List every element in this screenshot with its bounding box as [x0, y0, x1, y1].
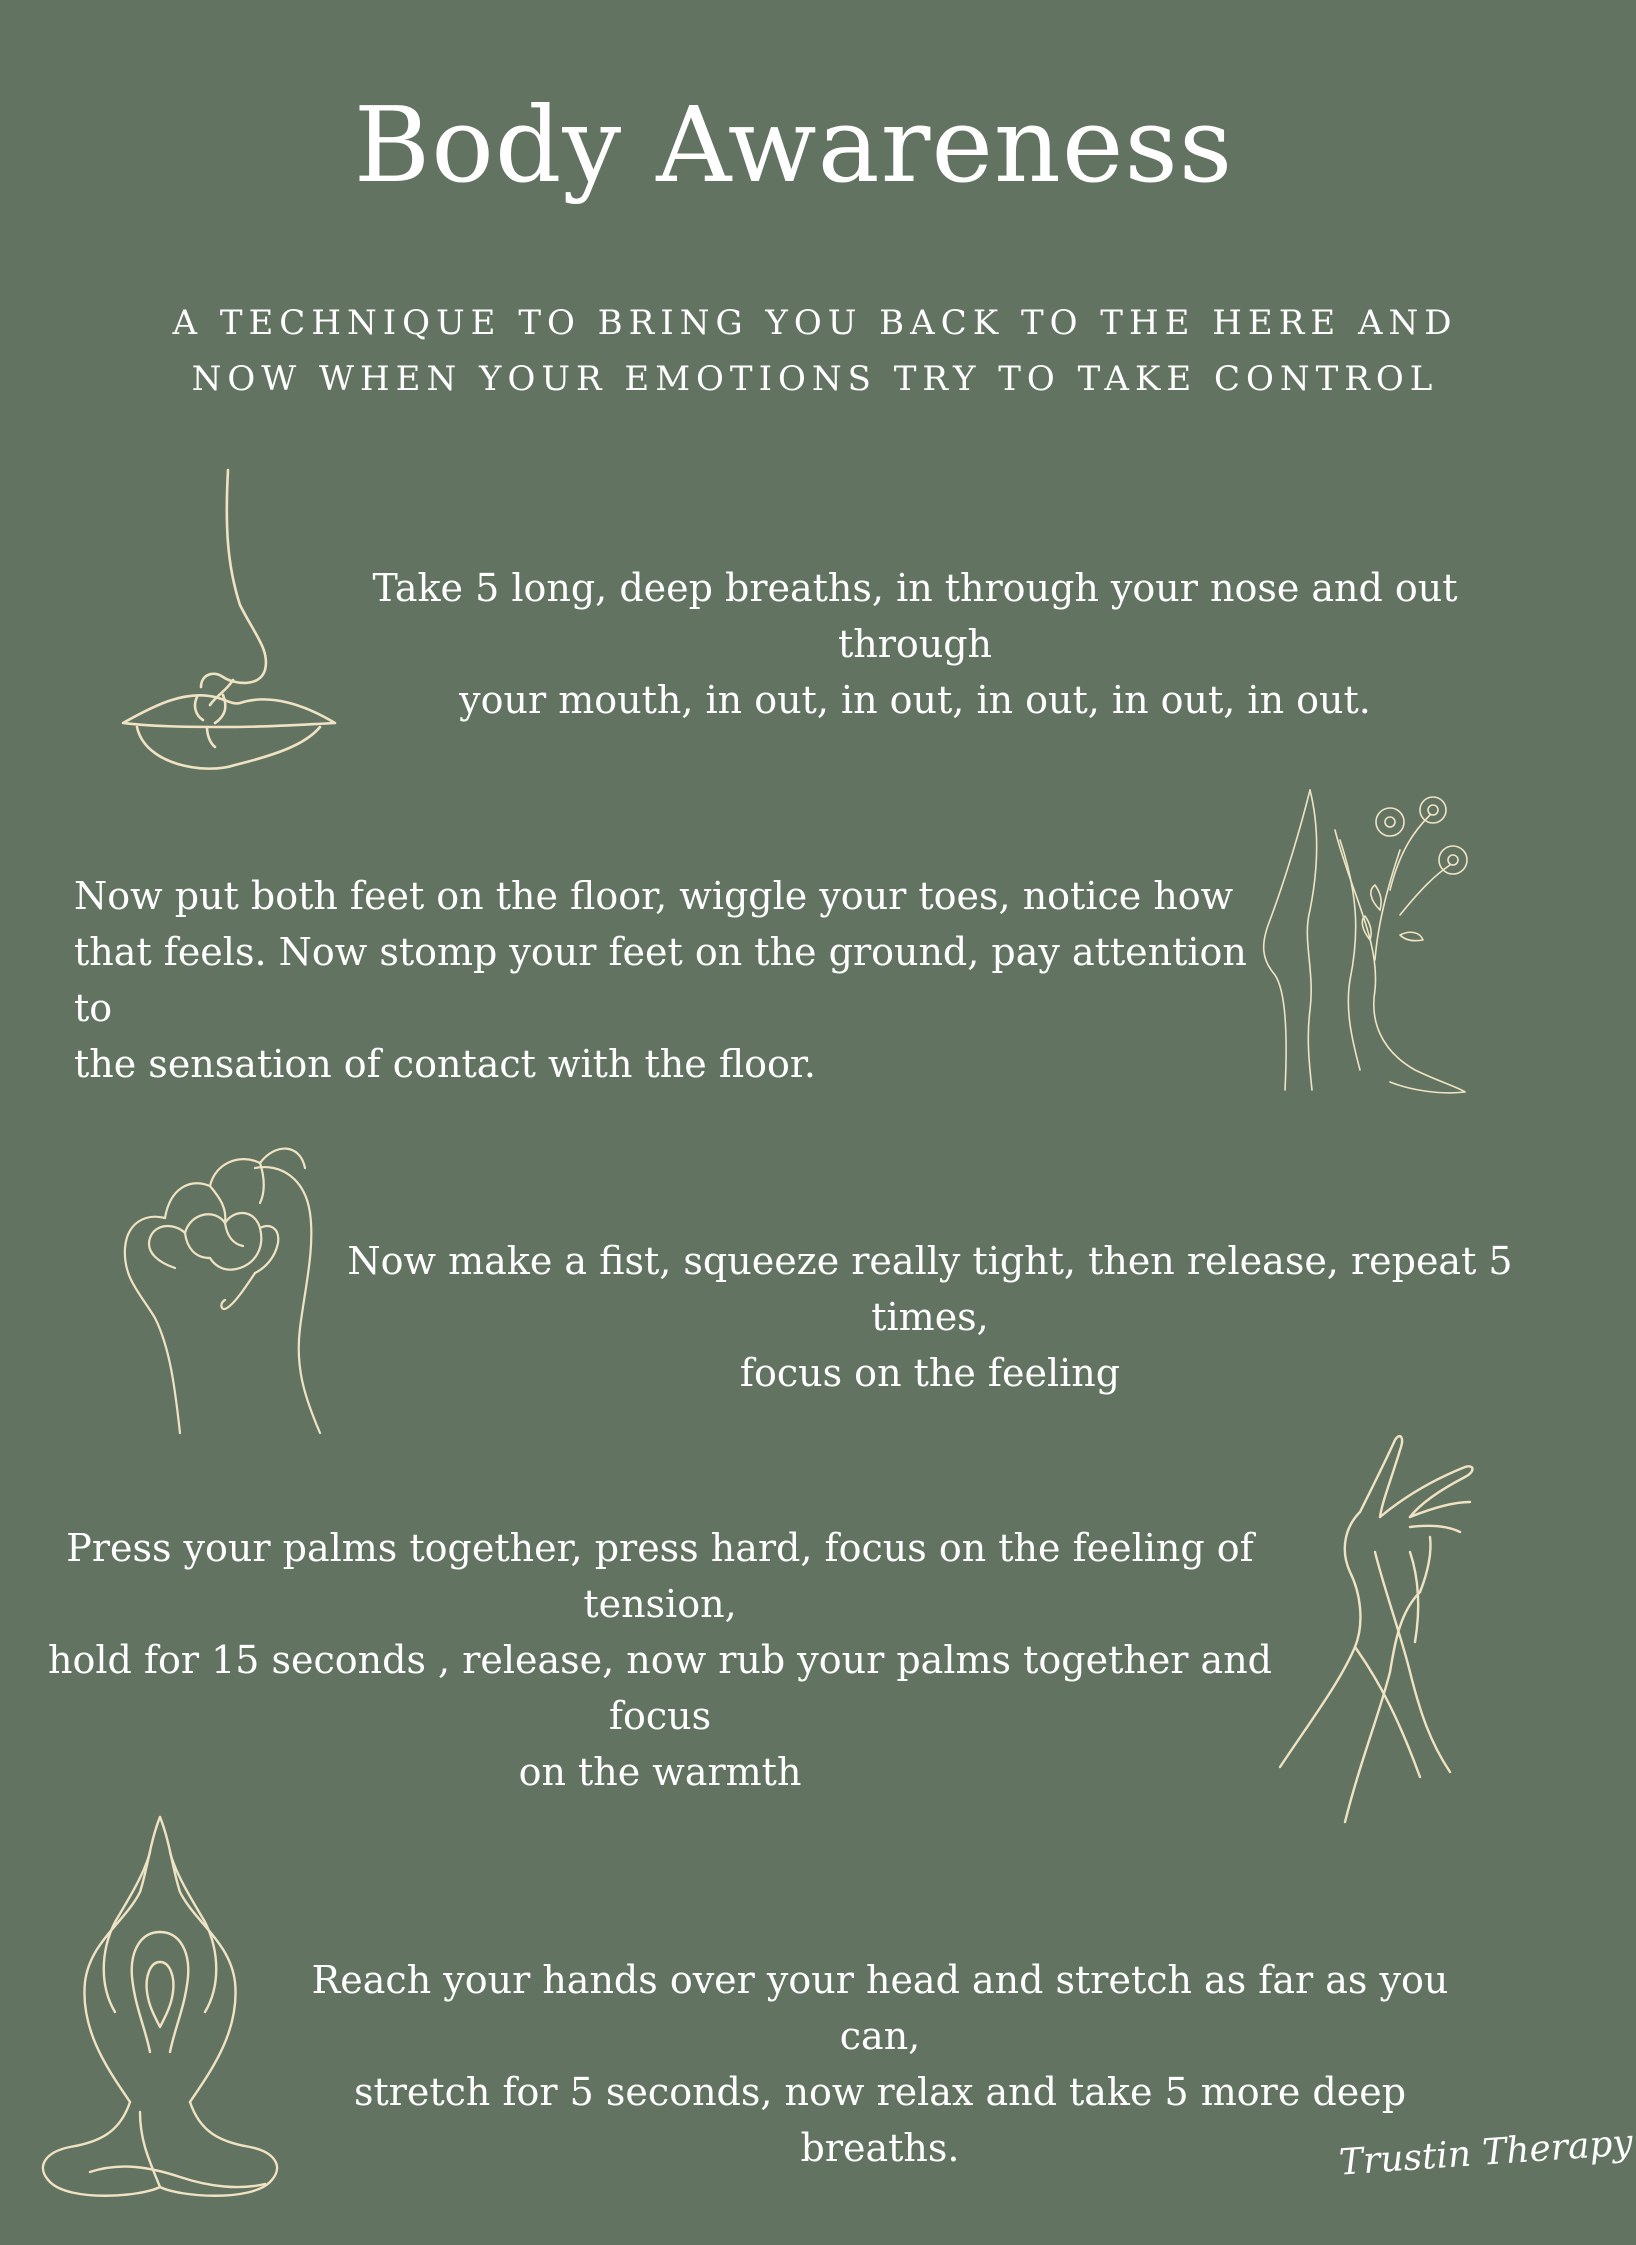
step-2-line-2: that feels. Now stomp your feet on the ground, pay attention to	[74, 930, 1247, 1030]
step-1-line-2: your mouth, in out, in out, in out, in out, in out.	[459, 678, 1371, 722]
step-4-line-1: Press your palms together, press hard, focus on the feeling of tension,	[66, 1526, 1254, 1626]
step-5-text	[280, 1952, 1480, 2176]
page-title: Body Awareness	[353, 84, 1234, 206]
step-3-line-2: focus on the feeling	[739, 1351, 1121, 1395]
feet-flowers-icon	[1240, 770, 1480, 1100]
step-4-text	[10, 1520, 1310, 1800]
step-4-line-2: hold for 15 seconds , release, now rub your palms together and focus	[47, 1638, 1272, 1738]
step-2-text	[74, 868, 1294, 1092]
step-2-line-3: the sensation of contact with the floor.	[74, 1042, 816, 1086]
hands-together-icon	[1270, 1432, 1480, 1822]
step-3-line-1: Now make a fist, squeeze really tight, then release, repeat 5 times,	[347, 1239, 1513, 1339]
step-4-line-3: on the warmth	[518, 1750, 802, 1794]
step-2-line-1: Now put both feet on the floor, wiggle your toes, notice how	[74, 874, 1234, 918]
brand-signature: Trustin Therapy	[1337, 2122, 1635, 2184]
meditation-pose-icon	[30, 1812, 290, 2212]
step-5-line-2: stretch for 5 seconds, now relax and take 5 more deep breaths.	[353, 2070, 1407, 2170]
step-3-text	[320, 1233, 1540, 1401]
subtitle-line-2: NOW WHEN YOUR EMOTIONS TRY TO TAKE CONTROL	[191, 359, 1439, 399]
step-5-line-1: Reach your hands over your head and stretch as far as you can,	[311, 1958, 1449, 2058]
subtitle-line-1: A TECHNIQUE TO BRING YOU BACK TO THE HERE AND	[172, 303, 1458, 343]
step-1-line-1: Take 5 long, deep breaths, in through your nose and out through	[372, 566, 1458, 666]
step-1-text	[290, 560, 1540, 728]
fist-icon	[115, 1118, 340, 1438]
page-subtitle	[140, 295, 1490, 407]
